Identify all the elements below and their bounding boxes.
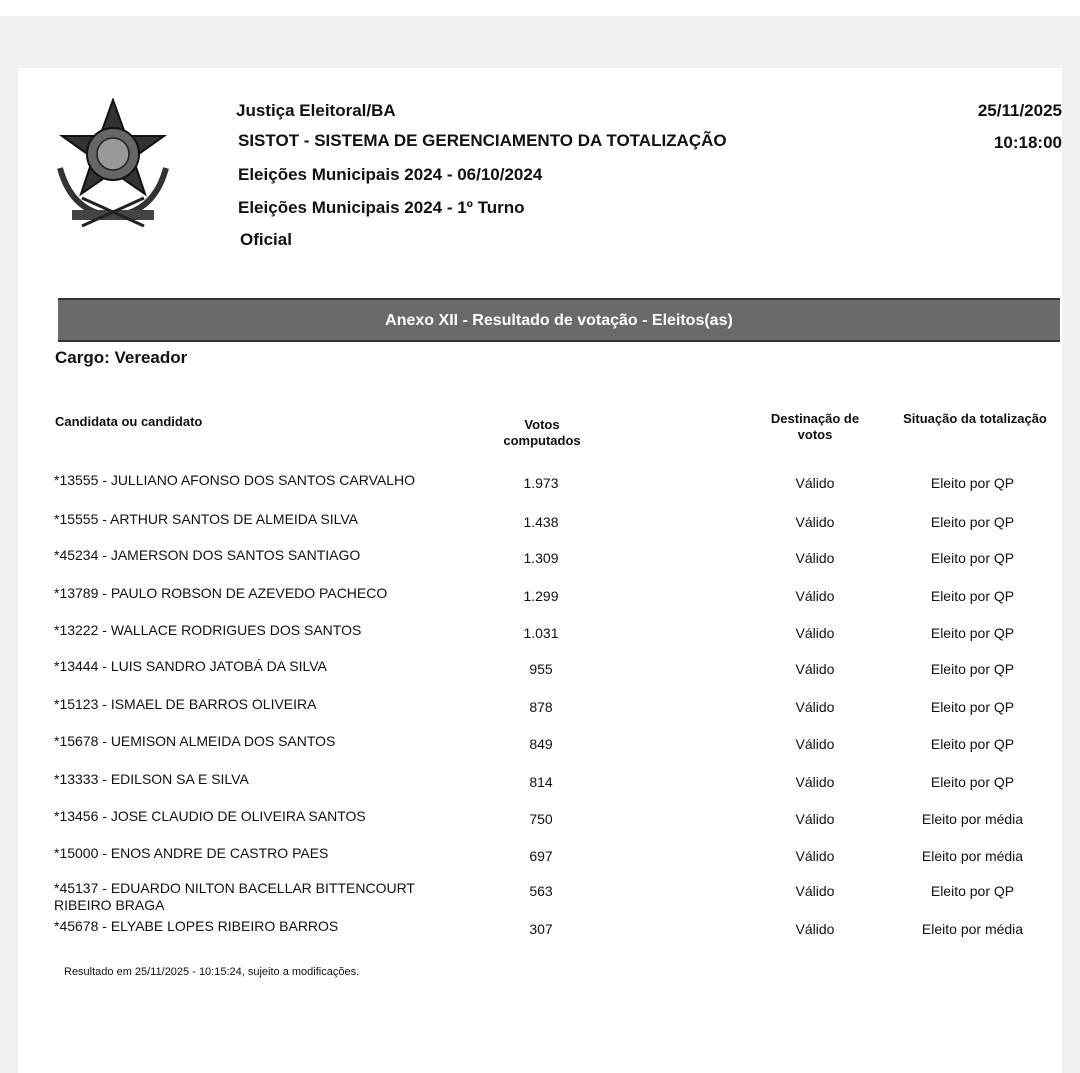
totalization-status: Eleito por QP <box>930 514 1015 530</box>
totalization-status: Eleito por média <box>921 921 1024 937</box>
votes-count: 878 <box>529 699 553 715</box>
votes-count: 955 <box>529 661 553 677</box>
vote-destination: Válido <box>795 475 835 491</box>
candidate-name: *15123 - ISMAEL DE BARROS OLIVEIRA <box>54 696 317 712</box>
vote-destination: Válido <box>795 848 835 864</box>
top-strip <box>0 0 1080 16</box>
report-date: 25/11/2025 <box>977 101 1062 120</box>
totalization-status: Eleito por QP <box>930 588 1015 604</box>
votes-count: 849 <box>529 736 553 752</box>
col-votes-line1: Votos <box>524 417 560 432</box>
totalization-status: Eleito por QP <box>930 550 1015 566</box>
vote-destination: Válido <box>795 921 835 937</box>
totalization-status: Eleito por QP <box>930 475 1015 491</box>
vote-destination: Válido <box>795 514 835 530</box>
totalization-status: Eleito por QP <box>930 736 1015 752</box>
totalization-status: Eleito por QP <box>930 661 1015 677</box>
candidate-name: *15678 - UEMISON ALMEIDA DOS SANTOS <box>54 733 336 749</box>
vote-destination: Válido <box>795 883 835 899</box>
document-status: Oficial <box>240 230 292 249</box>
votes-count: 1.309 <box>523 550 559 566</box>
totalization-status: Eleito por QP <box>930 774 1015 790</box>
col-votes <box>492 417 592 449</box>
votes-count: 814 <box>529 774 553 790</box>
col-destination <box>755 411 875 443</box>
votes-count: 1.031 <box>523 625 559 641</box>
vote-destination: Válido <box>795 736 835 752</box>
totalization-status: Eleito por QP <box>930 699 1015 715</box>
candidate-name: *15000 - ENOS ANDRE DE CASTRO PAES <box>54 845 329 861</box>
annex-title: Anexo XII - Resultado de votação - Eleitos(as) <box>385 312 733 329</box>
votes-count: 750 <box>529 811 553 827</box>
vote-destination: Válido <box>795 588 835 604</box>
candidate-name: *15555 - ARTHUR SANTOS DE ALMEIDA SILVA <box>54 511 358 527</box>
report-time: 10:18:00 <box>993 133 1062 152</box>
footer-note: Resultado em 25/11/2025 - 10:15:24, sujeito a modificações. <box>64 966 360 978</box>
votes-count: 307 <box>529 921 553 937</box>
col-candidate: Candidata ou candidato <box>55 414 203 429</box>
election-date: Eleições Municipais 2024 - 06/10/2024 <box>238 165 543 184</box>
org-name: Justiça Eleitoral/BA <box>236 101 396 120</box>
candidate-name: *13456 - JOSE CLAUDIO DE OLIVEIRA SANTOS <box>54 808 366 824</box>
col-destination-line1: Destinação de <box>770 411 860 426</box>
candidate-name: *13222 - WALLACE RODRIGUES DOS SANTOS <box>54 622 362 638</box>
totalization-status: Eleito por QP <box>930 883 1015 899</box>
annex-banner <box>58 298 1060 342</box>
votes-count: 697 <box>529 848 553 864</box>
votes-count: 1.299 <box>523 588 559 604</box>
vote-destination: Válido <box>795 774 835 790</box>
totalization-status: Eleito por média <box>921 811 1024 827</box>
candidate-name: *45137 - EDUARDO NILTON BACELLAR BITTENCOURT RIBEIRO BRAGA <box>54 880 415 913</box>
candidate-name: *13444 - LUIS SANDRO JATOBÁ DA SILVA <box>54 658 327 674</box>
vote-destination: Válido <box>795 550 835 566</box>
votes-count: 1.438 <box>523 514 559 530</box>
col-votes-line2: computados <box>503 433 581 448</box>
vote-destination: Válido <box>795 811 835 827</box>
system-name: SISTOT - SISTEMA DE GERENCIAMENTO DA TOTALIZAÇÃO <box>238 131 727 150</box>
election-round: Eleições Municipais 2024 - 1º Turno <box>238 198 525 217</box>
col-situation: Situação da totalização <box>903 411 1047 426</box>
candidate-name: *45234 - JAMERSON DOS SANTOS SANTIAGO <box>54 547 361 563</box>
vote-destination: Válido <box>795 699 835 715</box>
candidate-name: *13555 - JULLIANO AFONSO DOS SANTOS CARVALHO <box>54 472 416 488</box>
totalization-status: Eleito por média <box>921 848 1024 864</box>
totalization-status: Eleito por QP <box>930 625 1015 641</box>
votes-count: 1.973 <box>523 475 559 491</box>
votes-count: 563 <box>529 883 553 899</box>
vote-destination: Válido <box>795 661 835 677</box>
candidate-name: *13333 - EDILSON SA E SILVA <box>54 771 249 787</box>
candidate-name: *45678 - ELYABE LOPES RIBEIRO BARROS <box>54 918 339 934</box>
cargo-label: Cargo: Vereador <box>55 348 188 367</box>
candidate-name: *13789 - PAULO ROBSON DE AZEVEDO PACHECO <box>54 585 388 601</box>
brazil-coat-of-arms-icon <box>52 98 174 230</box>
vote-destination: Válido <box>795 625 835 641</box>
col-destination-line2: votos <box>797 427 833 442</box>
